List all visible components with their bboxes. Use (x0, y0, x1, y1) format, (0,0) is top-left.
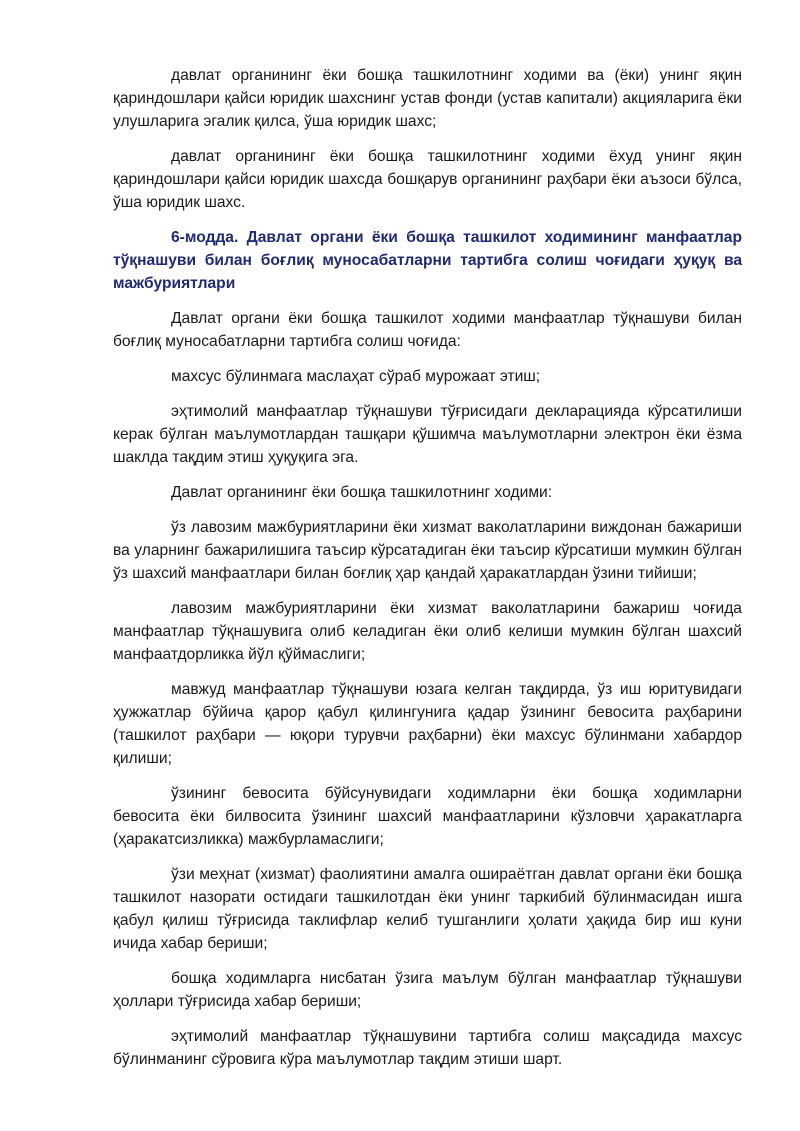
paragraph: бошқа ходимларга нисбатан ўзига маълум бўлган манфаатлар тўқнашуви ҳоллари тўғрисида хабар бериши; (113, 970, 742, 1010)
paragraph: давлат органининг ёки бошқа ташкилотнинг ходими ва (ёки) унинг яқин қариндошлари қайси юридик шахснинг устав фонди (устав капитали) акцияларига ёки улушларига эгалик қилса, ўша юридик шахс; (113, 67, 742, 130)
paragraph: Давлат органининг ёки бошқа ташкилотнинг ходими: (171, 484, 553, 501)
paragraph: мавжуд манфаатлар тўқнашуви юзага келган тақдирда, ўз иш юритувидаги ҳужжатлар бўйича қарор қабул қилингунига қадар ўзининг бевосита раҳбарини (ташкилот раҳбари — юқори турувчи раҳбарни) ёки махсус бўлинмани хабардор қилиши; (113, 681, 742, 767)
paragraph: ўзи меҳнат (хизмат) фаолиятини амалга ошираётган давлат органи ёки бошқа ташкилот назорати остидаги ташкилотдан ёки унинг таркибий бўлинмасидан ишга қабул қилиш тўғрисида таклифлар келиб тушганлиги ҳолати ҳақида бир иш куни ичида хабар бериши; (113, 866, 742, 952)
paragraph: давлат органининг ёки бошқа ташкилотнинг ходими ёхуд унинг яқин қариндошлари қайси юридик шахсда бошқарув органининг раҳбари ёки аъзоси бўлса, ўша юридик шахс. (113, 148, 742, 211)
paragraph: махсус бўлинмага маслаҳат сўраб мурожаат этиш; (171, 368, 541, 385)
paragraph: лавозим мажбуриятларини ёки хизмат ваколатларини бажариш чоғида манфаатлар тўқнашувига олиб келадиган ёки олиб келиши мумкин бўлган шахсий манфаатдорликка йўл қўймаслиги; (113, 600, 742, 663)
document-body (113, 64, 742, 1083)
article-heading: 6-модда. Давлат органи ёки бошқа ташкилот ходимининг манфаатлар тўқнашуви билан боғлиқ муносабатларни тартибга солиш чоғидаги ҳуқуқ ва мажбуриятлари (113, 229, 742, 292)
paragraph: ўз лавозим мажбуриятларини ёки хизмат ваколатларини виждонан бажариши ва уларнинг бажарилишига таъсир кўрсатадиган ёки таъсир кўрсатиши мумкин бўлган ўз шахсий манфаатлари билан боғлиқ ҳар қандай ҳаракатлардан ўзини тийиши; (113, 519, 742, 582)
paragraph: эҳтимолий манфаатлар тўқнашувини тартибга солиш мақсадида махсус бўлинманинг сўровига кўра маълумотлар тақдим этиши шарт. (113, 1028, 742, 1068)
paragraph: ўзининг бевосита бўйсунувидаги ходимларни ёки бошқа ходимларни бевосита ёки билвосита ўзининг шахсий манфаатларини кўзловчи ҳаракатларга (ҳаракатсизликка) мажбурламаслиги; (113, 785, 742, 848)
paragraph: эҳтимолий манфаатлар тўқнашуви тўғрисидаги декларацияда кўрсатилиши керак бўлган маълумотлардан ташқари қўшимча маълумотларни электрон ёки ёзма шаклда тақдим этиш ҳуқуқига эга. (113, 403, 742, 466)
paragraph: Давлат органи ёки бошқа ташкилот ходими манфаатлар тўқнашуви билан боғлиқ муносабатларни тартибга солиш чоғида: (113, 310, 742, 350)
